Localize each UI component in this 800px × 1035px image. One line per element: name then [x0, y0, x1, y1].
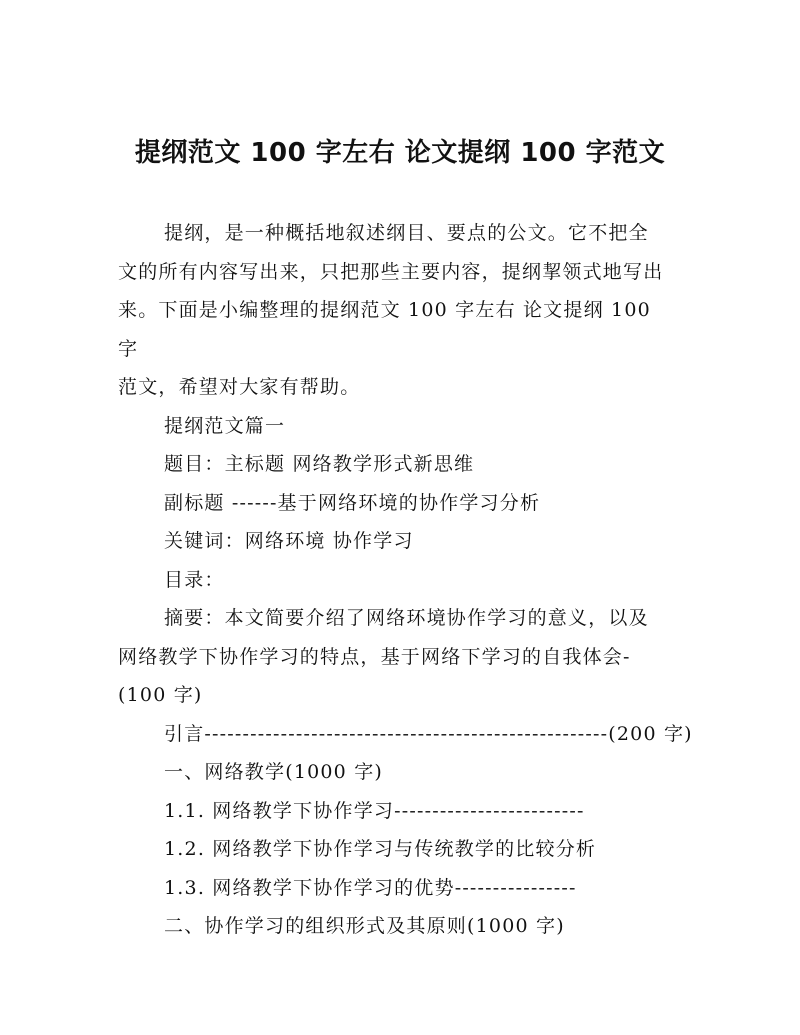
- outline-item: 二、协作学习的组织形式及其原则(1000 字): [164, 915, 565, 937]
- outline-item: 1.2. 网络教学下协作学习与传统教学的比较分析: [164, 838, 597, 860]
- contents-label: 目录：: [164, 568, 225, 591]
- preface-line: 引言-----------------------------------------------------(200 字): [164, 722, 693, 745]
- intro-line: 范文，希望对大家有帮助。: [118, 376, 361, 398]
- outline-item: 1.3. 网络教学下协作学习的优势----------------: [164, 876, 577, 899]
- subtitle-line: 副标题 ------基于网络环境的协作学习分析: [164, 491, 541, 514]
- abstract-line: (100 字): [118, 684, 203, 706]
- section-heading: 提纲范文篇一: [164, 414, 286, 437]
- document-body: [118, 214, 693, 946]
- document-title: 提纲范文 100 字左右 论文提纲 100 字范文: [134, 138, 666, 168]
- keywords-line: 关键词：网络环境 协作学习: [164, 530, 414, 552]
- abstract-line: 摘要：本文简要介绍了网络环境协作学习的意义，以及: [164, 607, 649, 629]
- intro-paragraph: [118, 214, 678, 407]
- intro-line: 文的所有内容写出来，只把那些主要内容，提纲挈领式地写出: [118, 260, 664, 283]
- outline-item: 一、网络教学(1000 字): [164, 761, 384, 783]
- abstract-paragraph: [118, 599, 678, 715]
- intro-line: 提纲，是一种概括地叙述纲目、要点的公文。它不把全: [164, 222, 649, 244]
- outline-item: 1.1. 网络教学下协作学习-------------------------: [164, 799, 585, 822]
- abstract-line: 网络教学下协作学习的特点，基于网络下学习的自我体会-: [118, 645, 631, 668]
- topic-line: 题目：主标题 网络教学形式新思维: [164, 453, 475, 475]
- intro-line: 来。下面是小编整理的提纲范文 100 字左右 论文提纲 100 字: [118, 299, 651, 360]
